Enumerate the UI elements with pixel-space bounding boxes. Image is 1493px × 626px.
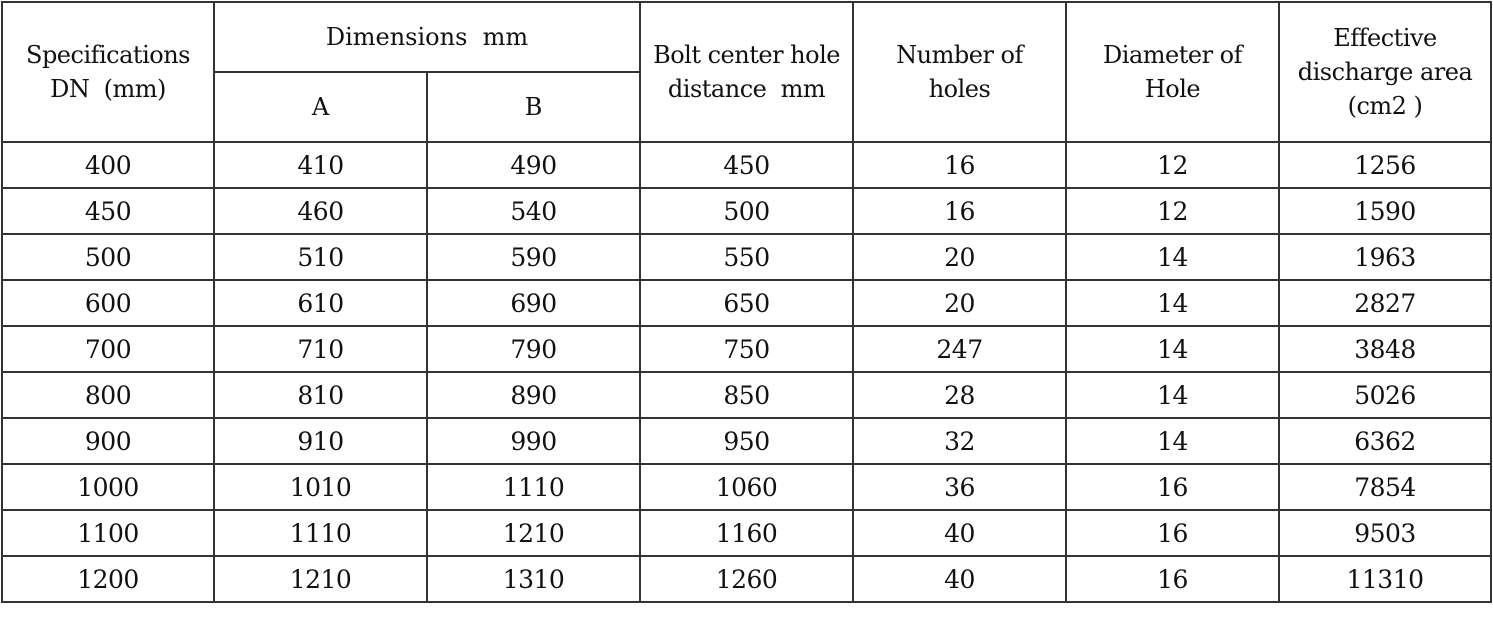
cell-b: 890	[427, 372, 640, 418]
cell-dn: 400	[2, 142, 214, 188]
cell-b: 1210	[427, 510, 640, 556]
table-row	[2, 234, 1491, 280]
header-effective-discharge-area	[1279, 2, 1491, 142]
cell-a: 710	[214, 326, 427, 372]
cell-discharge-area: 9503	[1279, 510, 1491, 556]
cell-bolt-distance: 850	[640, 372, 853, 418]
cell-hole-diameter: 16	[1066, 510, 1279, 556]
cell-dn: 1200	[2, 556, 214, 602]
cell-bolt-distance: 1260	[640, 556, 853, 602]
header-bolt-line-2: distance mm	[667, 75, 826, 103]
cell-number-of-holes: 36	[853, 464, 1066, 510]
cell-hole-diameter: 14	[1066, 326, 1279, 372]
table-row	[2, 418, 1491, 464]
header-bolt-center-distance	[640, 2, 853, 142]
header-spec-line-1: Specifications	[26, 41, 190, 69]
cell-number-of-holes: 32	[853, 418, 1066, 464]
cell-bolt-distance: 1060	[640, 464, 853, 510]
cell-bolt-distance: 450	[640, 142, 853, 188]
header-spec-line-2: DN (mm)	[50, 75, 166, 103]
cell-a: 510	[214, 234, 427, 280]
cell-b: 990	[427, 418, 640, 464]
table-body	[2, 142, 1491, 602]
cell-hole-diameter: 14	[1066, 372, 1279, 418]
cell-discharge-area: 7854	[1279, 464, 1491, 510]
cell-number-of-holes: 247	[853, 326, 1066, 372]
header-area-line-1: Effective	[1333, 24, 1437, 52]
cell-bolt-distance: 650	[640, 280, 853, 326]
cell-hole-diameter: 14	[1066, 280, 1279, 326]
header-holes-line-2: holes	[928, 75, 991, 103]
cell-a: 1210	[214, 556, 427, 602]
cell-number-of-holes: 16	[853, 142, 1066, 188]
header-area-line-2: discharge area	[1297, 58, 1473, 86]
cell-a: 1010	[214, 464, 427, 510]
cell-number-of-holes: 16	[853, 188, 1066, 234]
header-area-line-3: (cm2 )	[1347, 92, 1423, 120]
cell-b: 790	[427, 326, 640, 372]
cell-discharge-area: 6362	[1279, 418, 1491, 464]
cell-discharge-area: 2827	[1279, 280, 1491, 326]
table-row	[2, 142, 1491, 188]
cell-a: 410	[214, 142, 427, 188]
table-row	[2, 372, 1491, 418]
cell-b: 1110	[427, 464, 640, 510]
cell-dn: 900	[2, 418, 214, 464]
cell-discharge-area: 1256	[1279, 142, 1491, 188]
cell-number-of-holes: 40	[853, 510, 1066, 556]
cell-discharge-area: 1963	[1279, 234, 1491, 280]
cell-number-of-holes: 40	[853, 556, 1066, 602]
cell-discharge-area: 3848	[1279, 326, 1491, 372]
cell-number-of-holes: 28	[853, 372, 1066, 418]
cell-hole-diameter: 14	[1066, 418, 1279, 464]
header-bolt-line-1: Bolt center hole	[653, 41, 840, 69]
cell-dn: 1000	[2, 464, 214, 510]
cell-discharge-area: 5026	[1279, 372, 1491, 418]
cell-a: 910	[214, 418, 427, 464]
table-row	[2, 280, 1491, 326]
header-dimension-a: A	[214, 72, 427, 142]
cell-a: 610	[214, 280, 427, 326]
header-dimensions: Dimensions mm	[214, 2, 640, 72]
header-row-top	[2, 2, 1491, 72]
cell-number-of-holes: 20	[853, 280, 1066, 326]
cell-b: 690	[427, 280, 640, 326]
cell-hole-diameter: 12	[1066, 188, 1279, 234]
cell-discharge-area: 1590	[1279, 188, 1491, 234]
table-row	[2, 188, 1491, 234]
cell-a: 460	[214, 188, 427, 234]
cell-a: 810	[214, 372, 427, 418]
cell-bolt-distance: 950	[640, 418, 853, 464]
cell-bolt-distance: 750	[640, 326, 853, 372]
cell-dn: 800	[2, 372, 214, 418]
cell-hole-diameter: 12	[1066, 142, 1279, 188]
cell-bolt-distance: 550	[640, 234, 853, 280]
cell-a: 1110	[214, 510, 427, 556]
cell-bolt-distance: 500	[640, 188, 853, 234]
cell-b: 490	[427, 142, 640, 188]
cell-dn: 600	[2, 280, 214, 326]
cell-dn: 450	[2, 188, 214, 234]
header-diameter-line-1: Diameter of	[1103, 41, 1242, 69]
cell-bolt-distance: 1160	[640, 510, 853, 556]
header-diameter-of-hole	[1066, 2, 1279, 142]
cell-dn: 500	[2, 234, 214, 280]
header-number-of-holes	[853, 2, 1066, 142]
header-diameter-line-2: Hole	[1144, 75, 1201, 103]
table-row	[2, 556, 1491, 602]
cell-hole-diameter: 16	[1066, 464, 1279, 510]
table-row	[2, 464, 1491, 510]
cell-dn: 700	[2, 326, 214, 372]
cell-discharge-area: 11310	[1279, 556, 1491, 602]
header-specifications-dn	[2, 2, 214, 142]
header-dimension-b: B	[427, 72, 640, 142]
table-header	[2, 2, 1491, 142]
cell-b: 590	[427, 234, 640, 280]
cell-b: 540	[427, 188, 640, 234]
cell-dn: 1100	[2, 510, 214, 556]
cell-b: 1310	[427, 556, 640, 602]
table-row	[2, 510, 1491, 556]
cell-hole-diameter: 14	[1066, 234, 1279, 280]
cell-number-of-holes: 20	[853, 234, 1066, 280]
specifications-table	[1, 1, 1492, 603]
header-holes-line-1: Number of	[896, 41, 1023, 69]
table-row	[2, 326, 1491, 372]
cell-hole-diameter: 16	[1066, 556, 1279, 602]
